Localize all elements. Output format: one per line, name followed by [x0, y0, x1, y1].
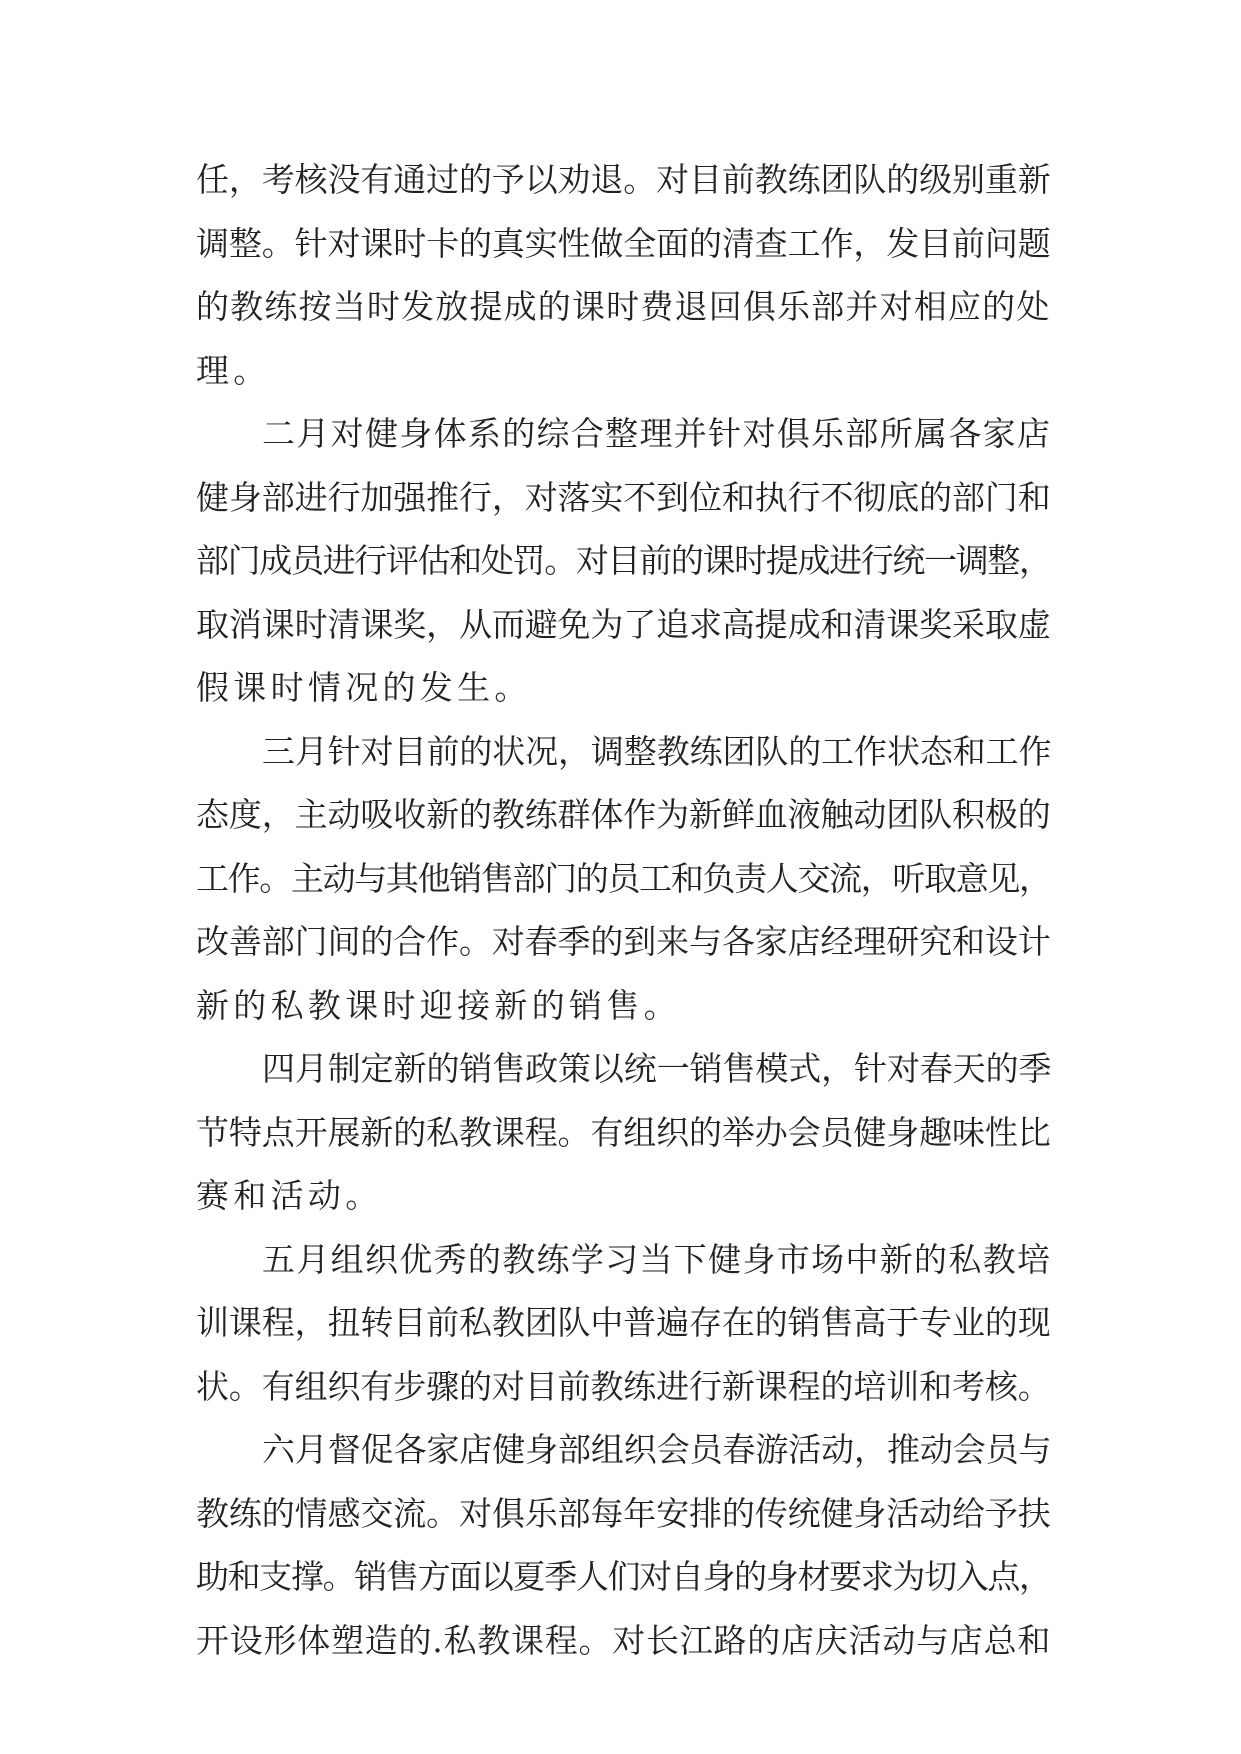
text-line: 健身部进行加强推行，对落实不到位和执行不彻底的部门和 — [196, 477, 1051, 517]
text-line: 调整。针对课时卡的真实性做全面的清查工作，发目前问题 — [196, 223, 1051, 263]
text-line: 新的私教课时迎接新的销售。 — [196, 985, 681, 1025]
paragraph-first-line: 三月针对目前的状况，调整教练团队的工作状态和工作 — [262, 731, 1052, 771]
text-line: 工作。主动与其他销售部门的员工和负责人交流，听取意见， — [196, 858, 1051, 898]
text-line: 部门成员进行评估和处罚。对目前的课时提成进行统一调整， — [196, 541, 1051, 580]
paragraph-first-line: 五月组织优秀的教练学习当下健身市场中新的私教培 — [262, 1239, 1052, 1279]
text-line: 训课程，扭转目前私教团队中普遍存在的销售高于专业的现 — [196, 1303, 1051, 1342]
text-line: 的教练按当时发放提成的课时费退回俱乐部并对相应的处 — [196, 287, 1051, 326]
paragraph-first-line: 二月对健身体系的综合整理并针对俱乐部所属各家店 — [262, 414, 1052, 453]
text-line: 开设形体塑造的.私教课程。对长江路的店庆活动与店总和 — [196, 1620, 1052, 1660]
text-line: 态度，主动吸收新的教练群体作为新鲜血液触动团队积极的 — [196, 795, 1051, 834]
text-line: 节特点开展新的私教课程。有组织的举办会员健身趣味性比 — [196, 1112, 1051, 1152]
text-line: 助和支撑。销售方面以夏季人们对自身的身材要求为切入点， — [196, 1557, 1051, 1596]
text-line: 赛和活动。 — [196, 1176, 383, 1215]
paragraph-first-line: 六月督促各家店健身部组织会员春游活动，推动会员与 — [262, 1430, 1052, 1469]
text-line: 理。 — [196, 350, 271, 390]
text-line: 任，考核没有通过的予以劝退。对目前教练团队的级别重新 — [196, 160, 1051, 199]
text-line: 改善部门间的合作。对春季的到来与各家店经理研究和设计 — [196, 922, 1051, 961]
text-line: 取消课时清课奖，从而避免为了追求高提成和清课奖采取虚 — [196, 604, 1051, 644]
text-line: 状。有组织有步骤的对目前教练进行新课程的培训和考核。 — [196, 1366, 1051, 1406]
document-body — [196, 148, 1056, 1672]
text-line: 假课时情况的发生。 — [196, 668, 532, 707]
text-line: 教练的情感交流。对俱乐部每年安排的传统健身活动给予扶 — [196, 1493, 1051, 1533]
paragraph-first-line: 四月制定新的销售政策以统一销售模式，针对春天的季 — [262, 1049, 1052, 1088]
